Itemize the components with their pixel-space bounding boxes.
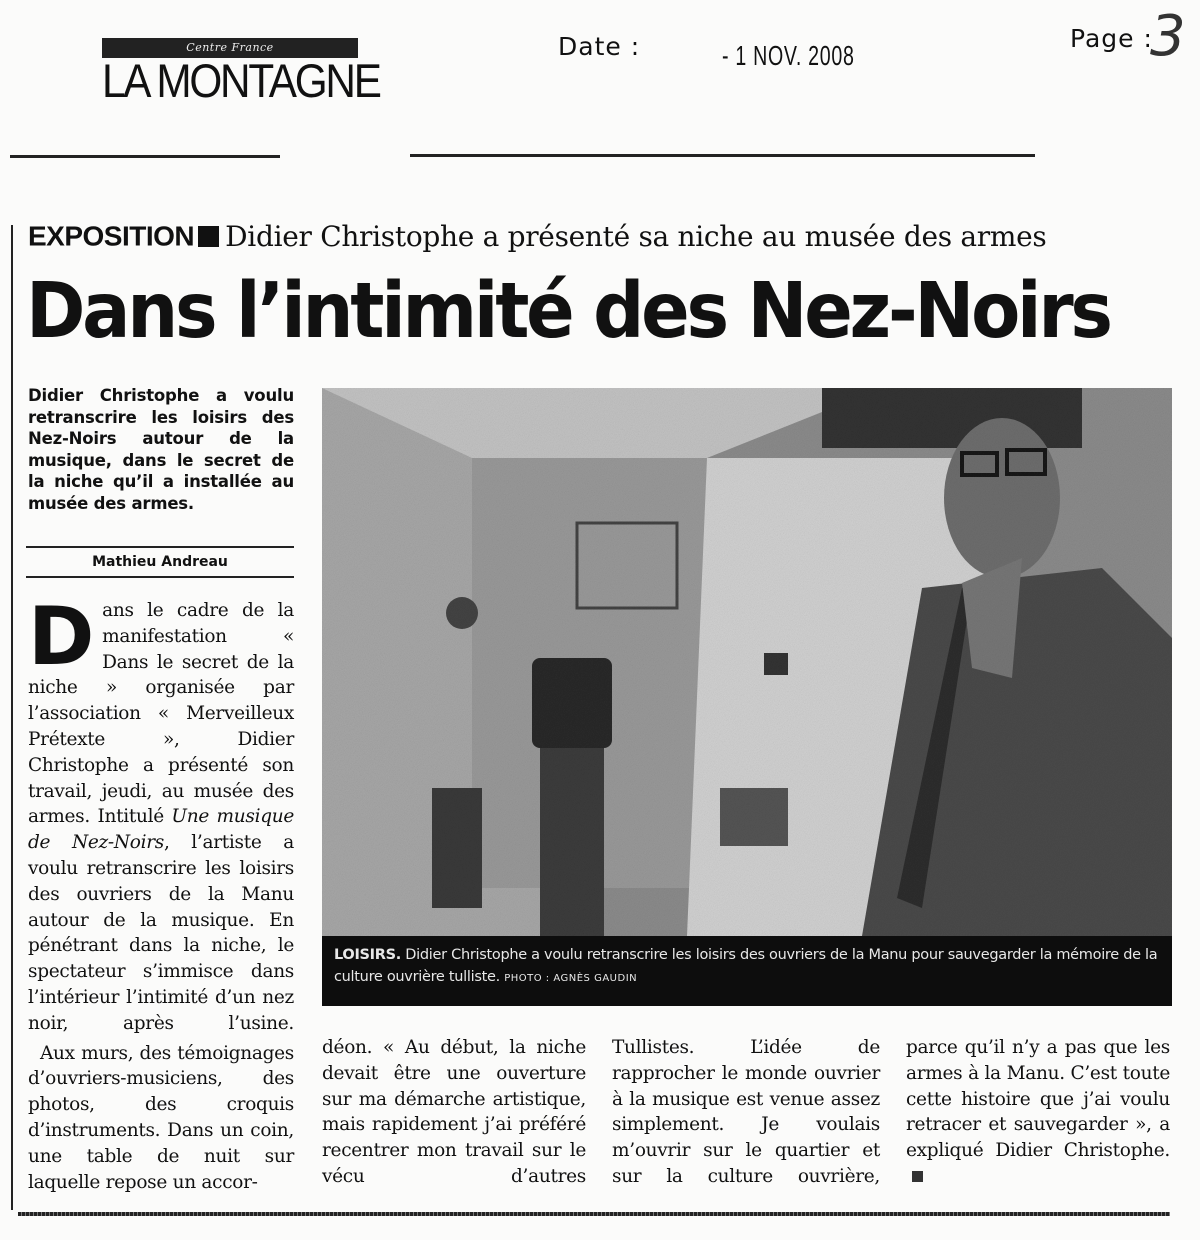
masthead-band: Centre France [102, 38, 358, 58]
paragraph-2: Aux murs, des témoignages d’ouvriers-musiciens, des photos, des croquis d’instruments. Dans un coin, une table de nuit sur laquelle repose un accor- [28, 1042, 294, 1193]
article-column-3: Tullistes. L’idée de rapprocher le monde ouvrier à la musique est venue assez simplement. Je voulais m’ouvrir sur le quartier et sur la culture ouvrière, [612, 1037, 880, 1187]
page-label: Page : [1070, 24, 1153, 53]
byline-rule-top [26, 546, 294, 548]
article-column-2: déon. « Au début, la niche devait être une ouverture sur ma démarche artistique, mais rapidement j’ai préféré recentrer mon travail sur le vécu d’autres [322, 1037, 586, 1187]
date-stamp: - 1 NOV. 2008 [722, 40, 855, 71]
footer-rule [18, 1212, 1170, 1216]
photo-credit: PHOTO : AGNÈS GAUDIN [504, 973, 638, 984]
paragraph-1: Dans le cadre de la manifestation « Dans le secret de la niche » organisée par l’association « Merveilleux Prétexte », Didier Christophe a présenté son travail, jeudi, au musée des armes. Intitulé Une musique de Nez-Noirs, l’artiste a voulu retranscrire les loisirs des ouvriers de la Manu autour de la musique. En pénétrant dans la niche, le spectateur s’immisce dans l’intérieur l’intimité d’un nez noir, après l’usine. [28, 590, 294, 1034]
article-lead: Didier Christophe a voulu retranscrire les loisirs des Nez-Noirs autour de la musique, dans le secret de la niche qu’il a installée au musée des armes. [28, 386, 294, 513]
drop-cap: D [28, 590, 95, 683]
end-of-article-icon [912, 1171, 923, 1182]
square-bullet-icon [198, 226, 219, 247]
date-label: Date : [558, 32, 641, 61]
caption-tag: LOISIRS. [334, 947, 401, 963]
byline-rule-bottom [26, 576, 294, 578]
article-column-1 [28, 590, 294, 1195]
newspaper-name: LA MONTAGNE [102, 54, 380, 107]
article-headline: Dans l’intimité des Nez-Noirs [26, 267, 1110, 356]
caption-text: Didier Christophe a voulu retranscrire les loisirs des ouvriers de la Manu pour sauvegarder la mémoire de la culture ouvrière tulliste. [334, 947, 1158, 985]
photo-caption [322, 936, 1172, 1006]
article-kicker [28, 220, 1046, 253]
article-frame-rule [11, 225, 13, 1210]
header-rule-right [410, 154, 1035, 157]
article-photo [322, 388, 1172, 1006]
photo-image [322, 388, 1172, 936]
header-rule-left [10, 155, 280, 158]
article-column-4: parce qu’il n’y a pas que les armes à la Manu. C’est toute cette histoire que j’ai voulu retracer et sauvegarder », a expliqué Didier Christophe. [906, 1035, 1170, 1190]
article-deck: Didier Christophe a présenté sa niche au musée des armes [225, 220, 1047, 253]
work-title: Une musique de Nez-Noirs [28, 806, 294, 854]
byline: Mathieu Andreau [92, 554, 228, 570]
page-number: 3 [1150, 4, 1186, 69]
newspaper-masthead [102, 38, 380, 107]
section-tag: EXPOSITION [28, 220, 195, 252]
